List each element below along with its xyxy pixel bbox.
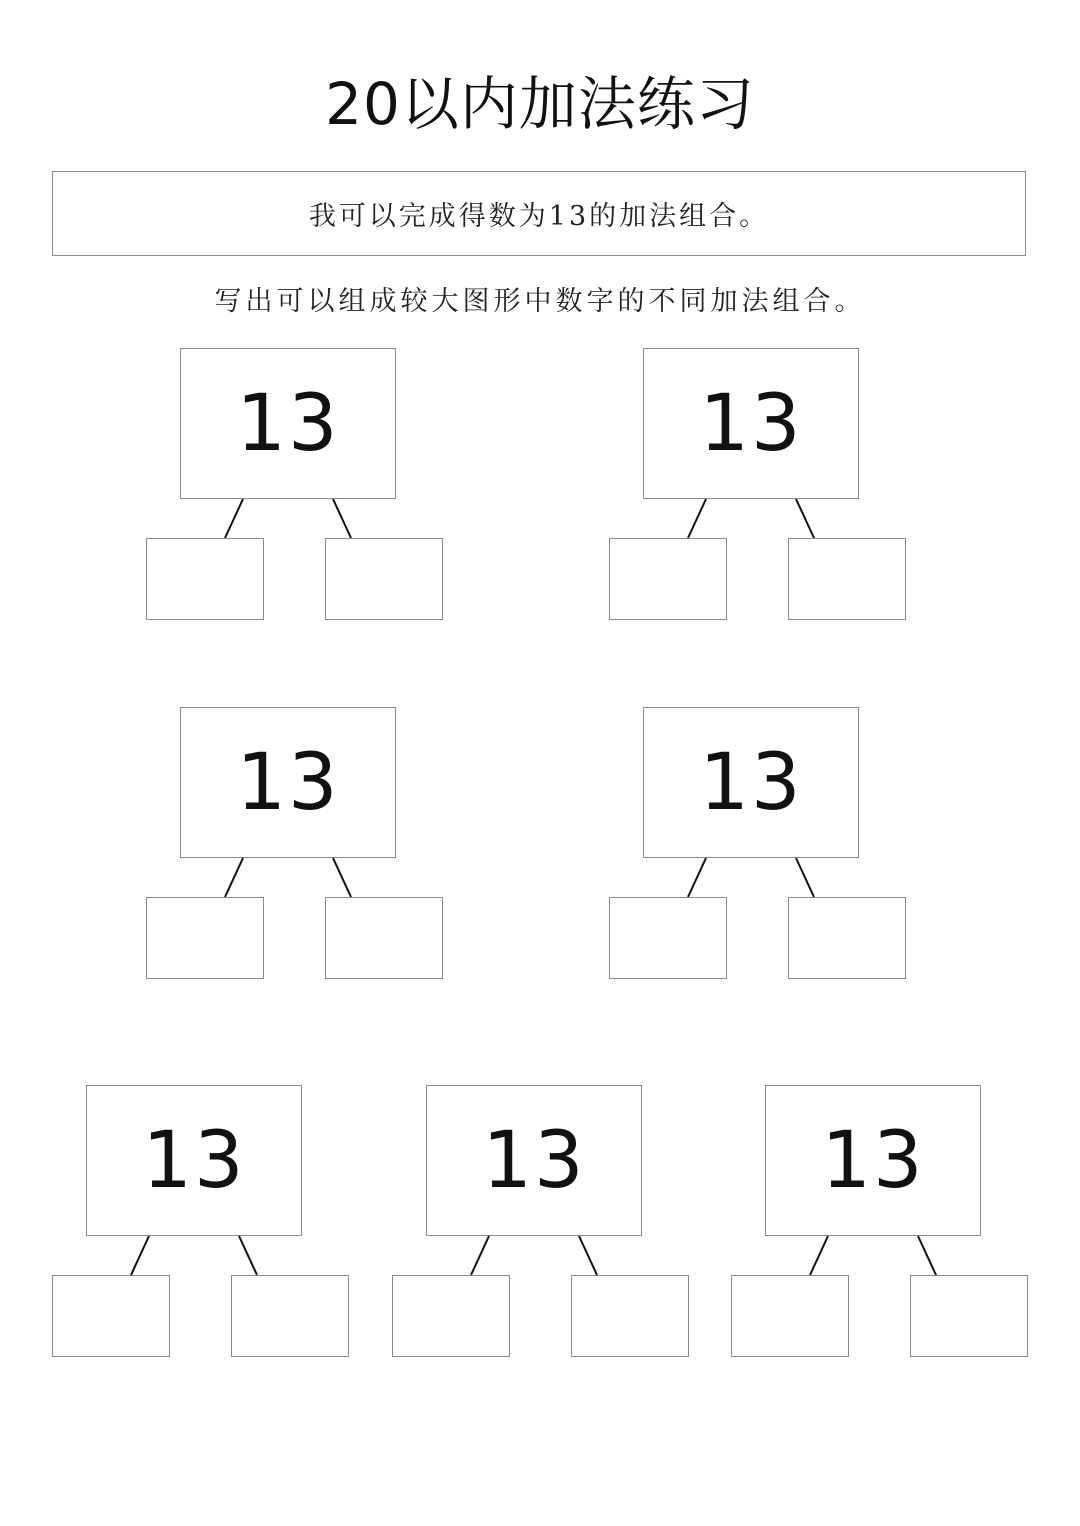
part-answer-box-left[interactable] bbox=[392, 1275, 510, 1357]
whole-number: 13 bbox=[482, 1115, 586, 1206]
number-bond-1 bbox=[146, 348, 446, 620]
whole-box bbox=[426, 1085, 642, 1236]
number-bond-6 bbox=[392, 1085, 692, 1357]
number-bond-2 bbox=[609, 348, 909, 620]
whole-box bbox=[180, 707, 396, 858]
whole-box bbox=[86, 1085, 302, 1236]
whole-box bbox=[765, 1085, 981, 1236]
part-answer-box-left[interactable] bbox=[609, 897, 727, 979]
part-answer-box-right[interactable] bbox=[325, 538, 443, 620]
part-answer-box-right[interactable] bbox=[571, 1275, 689, 1357]
part-answer-box-left[interactable] bbox=[609, 538, 727, 620]
part-answer-box-left[interactable] bbox=[146, 538, 264, 620]
whole-box bbox=[643, 348, 859, 499]
whole-box bbox=[180, 348, 396, 499]
part-answer-box-left[interactable] bbox=[731, 1275, 849, 1357]
whole-number: 13 bbox=[236, 737, 340, 828]
part-answer-box-left[interactable] bbox=[146, 897, 264, 979]
part-answer-box-left[interactable] bbox=[52, 1275, 170, 1357]
part-answer-box-right[interactable] bbox=[231, 1275, 349, 1357]
goal-text: 我可以完成得数为13的加法组合。 bbox=[308, 201, 770, 232]
number-bond-3 bbox=[146, 707, 446, 979]
part-answer-box-right[interactable] bbox=[910, 1275, 1028, 1357]
whole-box bbox=[643, 707, 859, 858]
part-answer-box-right[interactable] bbox=[788, 538, 906, 620]
part-answer-box-right[interactable] bbox=[788, 897, 906, 979]
instruction-text: 写出可以组成较大图形中数字的不同加法组合。 bbox=[214, 286, 866, 317]
whole-number: 13 bbox=[699, 737, 803, 828]
goal-box bbox=[52, 171, 1026, 256]
whole-number: 13 bbox=[236, 378, 340, 469]
page-title: 20以内加法练习 bbox=[325, 70, 755, 138]
whole-number: 13 bbox=[821, 1115, 925, 1206]
number-bond-7 bbox=[731, 1085, 1031, 1357]
whole-number: 13 bbox=[142, 1115, 246, 1206]
number-bond-5 bbox=[52, 1085, 352, 1357]
part-answer-box-right[interactable] bbox=[325, 897, 443, 979]
whole-number: 13 bbox=[699, 378, 803, 469]
number-bond-4 bbox=[609, 707, 909, 979]
